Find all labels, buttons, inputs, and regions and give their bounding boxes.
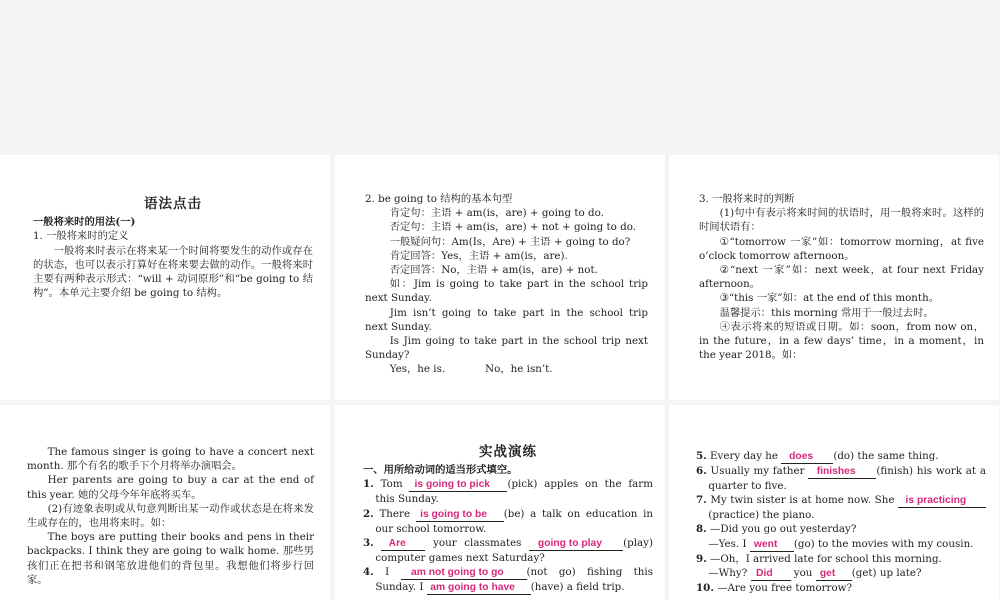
example-affirmative: 如：Jim is going to take part in the school trip next Sunday. [365,278,648,305]
section-heading: 3. 一般将来时的判断 [699,193,795,205]
example-answers: Yes，he is. No，he isn’t. [389,363,553,376]
answer-blank[interactable]: am not going to go [401,567,527,580]
answer-blank[interactable]: finishes [808,466,876,479]
pattern-question: 一般疑问句：Am(Is，Are) + 主语 + going to do? [389,235,631,248]
question-10: 10. —Are you free tomorrow? [696,581,853,594]
answer-blank[interactable]: get [816,568,852,581]
definition-paragraph: 一般将来时表示在将来某一个时间将要发生的动作或存在的状态，也可以表示打算好在将来要去做的动作。一般将来时主要有两种表示形式：“will + 动词原形”和“be going to 结构”。本单元主要介绍 be going to 结构。 [33,244,313,300]
answer-blank[interactable]: is practicing [898,495,986,508]
question-2: 2. There is going to be (be) a talk on education in our school tomorrow. [363,507,654,535]
pattern-affirmative: 肯定句：主语 + am(is，are) + going to do. [389,207,604,220]
answer-blank[interactable]: Did [751,568,791,581]
question-3: 3. Are your classmates going to play (play) computer games next Saturday? [363,536,654,564]
answer-blank[interactable]: Are [381,538,425,551]
example-question: Is Jim going to take part in the school trip next Sunday? [365,335,648,362]
rule-paragraph-2: (2)有迹象表明或从句意判断出某一动作或状态是在将来发生或存在的，也用将来时。如： [27,502,314,530]
question-6: 6. Usually my father finishes (finish) his work at a quarter to five. [696,465,986,492]
question-5: 5. Every day he does (do) the same thing. [696,450,939,462]
answer-blank[interactable]: am going to have [427,582,531,595]
example-boys: The boys are putting their books and pens in their backpacks. I think they are going to walk home. 那些男孩们正在把书和钢笔放进他们的背包里。我想他们将步行回家。 [27,531,314,586]
rule-item-this: ③“this 一家”如：at the end of this month。 [719,292,940,305]
rule-item-tomorrow: ①“tomorrow 一家”如：tomorrow morning，at five o’clock tomorrow afternoon。 [699,235,984,262]
slide-sentence-patterns [335,155,665,400]
example-singer: The famous singer is going to have a concert next month. 那个有名的歌手下个月将举办演唱会。 [27,446,314,473]
question-7: 7. My twin sister is at home now. She is practicing(practice) the piano. [696,493,986,522]
question-9: 9. —Oh，I arrived late for school this morning. —Why? Did you get (get) up late? [696,552,942,579]
question-1: 1. Tom is going to pick (pick) apples on the farm this Sunday. [363,478,653,506]
rule-item-next: ②“next 一家”如：next week，at four next Friday afternoon。 [699,264,984,291]
answer-blank[interactable]: going to play [529,538,623,551]
slide-grammar-intro [0,155,330,400]
pattern-yes-answer: 肯定回答：Yes，主语 + am(is，are). [389,249,568,262]
rule-paragraph: (1)句中有表示将来时间的状语时，用一般将来时。这样的时间状语有： [699,207,984,234]
answer-blank[interactable]: does [781,451,833,464]
pattern-no-answer: 否定回答：No，主语 + am(is，are) + not. [389,264,598,277]
tip-note: 温馨提示：this morning 常用于一般过去时。 [719,306,934,319]
exercise-heading: 一、用所给动词的适当形式填空。 [363,464,518,477]
slide-title: 实战演练 [479,444,537,460]
slide-exercises-1 [335,405,665,600]
question-4: 4. I am not going to go (not go) fishing this Sunday. I am going to have (have) a field trip. [363,566,653,594]
pattern-negative: 否定句：主语 + am(is，are) + not + going to do. [389,221,637,234]
slide-examples [0,405,330,600]
slide-exercises-2 [669,405,999,600]
answer-blank[interactable]: is going to be [416,509,504,522]
example-negative: Jim isn’t going to take part in the school trip next Sunday. [365,306,648,333]
section-heading: 2. be going to 结构的基本句型 [365,193,513,205]
answer-blank[interactable]: is going to pick [409,479,507,492]
example-parents: Her parents are going to buy a car at the end of this year. 她的父母今年年底将买车。 [27,474,314,501]
sub-heading: 1. 一般将来时的定义 [33,230,129,243]
slide-tense-judgement [669,155,999,400]
answer-blank[interactable]: went [750,539,794,552]
section-heading: 一般将来时的用法(一) [33,216,136,229]
rule-item-phrases: ④表示将来的短语或日期。如：soon，from now on，in the future，in a few days’ time，in a moment，in the year 2018。如： [699,320,984,362]
question-8: 8. —Did you go out yesterday? —Yes. I went (go) to the movies with my cousin. [696,523,974,550]
slide-title: 语法点击 [144,196,202,212]
